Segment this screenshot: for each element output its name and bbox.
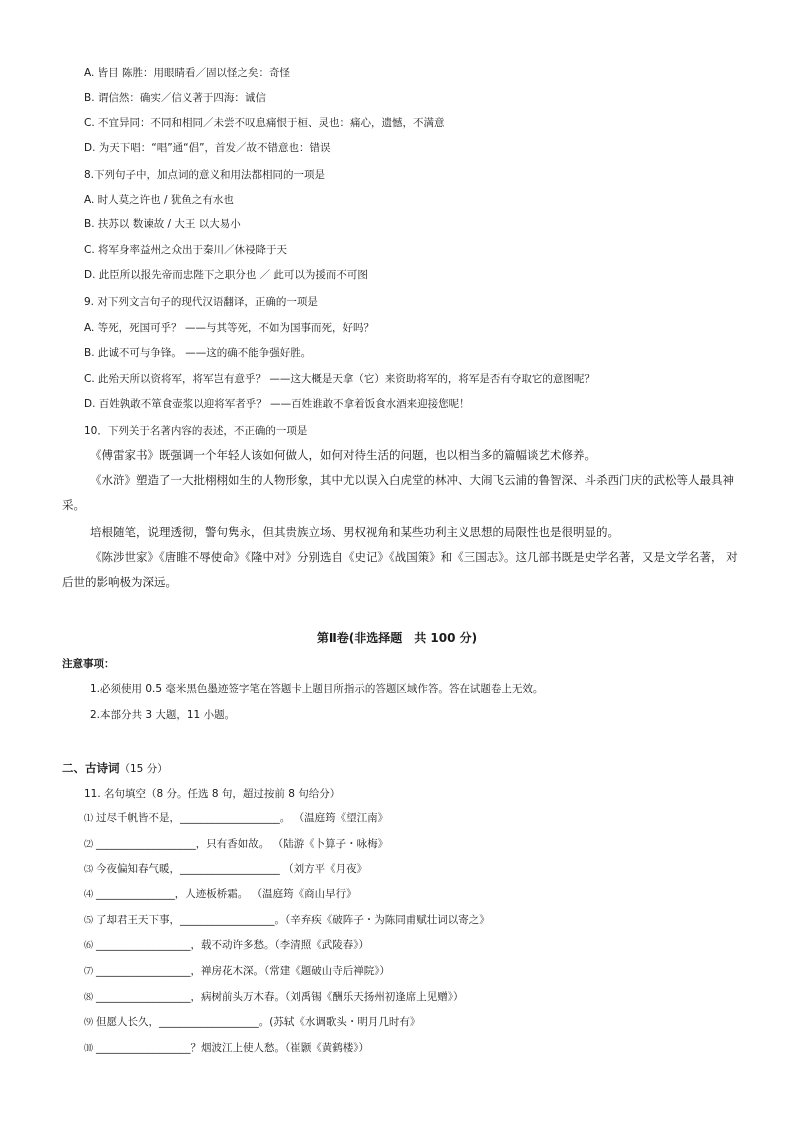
item-number: ⑷ [84, 890, 94, 900]
q10-paragraph-1: 《傅雷家书》既强调一个年轻人该如何做人，如何对待生活的问题，也以相当多的篇幅谈艺术修养。 [90, 448, 596, 462]
q7-option-a: A. 皆目 陈胜：用眼睛看／固以怪之矣：奇怪 [84, 67, 291, 79]
q9-option-c: C. 此殆天所以资将军，将军岂有意乎？ ——这大概是天拿（它）来资助将军的，将军是否有夺取它的意图呢？ [84, 373, 595, 385]
q11-item-7 [84, 963, 390, 980]
q7-option-d: D. 为天下唱：“唱”通“倡”，首发／故不错意也：错误 [84, 142, 331, 154]
item-text-after: ，载不动许多愁。（李清照《武陵春》） [190, 939, 370, 951]
item-text-before: 今夜偏知春气暖， [96, 863, 181, 875]
notice-2: 2.本部分共 3 大题，11 小题。 [90, 709, 236, 721]
item-text-after: ，只有香如故。 （陆游《卜算子・咏梅》 [195, 838, 389, 850]
item-number: ⑼ [84, 1018, 94, 1028]
answer-blank[interactable]: __________________ [96, 965, 191, 977]
q10-stem: 10．下列关于名著内容的表述，不正确的一项是 [84, 425, 308, 437]
item-number: ⑵ [84, 840, 94, 850]
q11-item-8 [84, 989, 464, 1006]
answer-blank[interactable]: __________________ [96, 991, 191, 1003]
q8-option-d: D. 此臣所以报先帝而忠陛下之职分也 ／ 此可以为援而不可图 [84, 269, 368, 281]
q11-item-10 [84, 1040, 369, 1057]
answer-blank[interactable]: ___________________ [96, 838, 196, 850]
q11-item-6 [84, 937, 369, 954]
item-text-after: 。(苏轼《水调歌头・明月几时有》 [258, 1016, 421, 1028]
item-number: ⑸ [84, 916, 94, 926]
section2-title: 二、古诗词 [62, 761, 120, 775]
answer-blank[interactable]: __________________ [96, 1042, 191, 1054]
q11-item-2 [84, 836, 388, 853]
q8-option-c: C. 将军身率益州之众出于秦川／休祲降于天 [84, 244, 288, 256]
item-text-before: 但愿人长久， [96, 1016, 160, 1028]
section2-heading [62, 760, 168, 777]
answer-blank[interactable]: __________________ [96, 939, 191, 951]
item-text-after: ，禅房花木深。（常建《题破山寺后禅院》） [190, 965, 391, 977]
q11-item-1 [84, 810, 388, 827]
q8-option-a: A. 时人莫之许也 / 犹鱼之有水也 [84, 194, 234, 206]
q11-item-9 [84, 1014, 420, 1031]
q11-stem: 11. 名句填空（8 分。任选 8 句，超过按前 8 句给分） [84, 788, 341, 800]
q7-option-c: C. 不宜异同：不同和相同／未尝不叹息痛恨于桓、灵也：痛心，遗憾，不满意 [84, 117, 445, 129]
answer-blank[interactable]: ___________________ [180, 812, 280, 824]
item-text-after: 。 （温庭筠《望江南》 [279, 812, 389, 824]
notice-1: 1.必须使用 0.5 毫米黑色墨迹签字笔在答题卡上题目所指示的答题区域作答。答在试题卷上无效。 [90, 683, 544, 695]
item-number: ⑽ [84, 1044, 94, 1054]
q7-option-b: B. 谓信然：确实／信义著于四海：诚信 [84, 92, 266, 104]
answer-blank[interactable]: ___________________ [180, 863, 280, 875]
q8-option-b: B. 扶苏以 数谏故 / 大王 以大易小 [84, 218, 241, 230]
answer-blank[interactable]: _______________ [96, 888, 175, 900]
q11-item-4 [84, 886, 357, 903]
q9-stem: 9. 对下列文言句子的现代汉语翻译，正确的一项是 [84, 296, 318, 308]
item-text-after: ，病树前头万木春。（刘禹锡《酬乐天扬州初逢席上见赠》） [190, 991, 464, 1003]
part2-title: 第Ⅱ卷(非选择题 共 100 分) [316, 631, 478, 645]
item-text-after: ，人迹板桥霜。 （温庭筠《商山早行》 [174, 888, 357, 900]
q9-option-d: D. 百姓孰敢不箪食壶浆以迎将军者乎？ ——百姓谁敢不拿着饭食水酒来迎接您呢！ [84, 398, 470, 410]
q8-stem: 8.下列句子中，加点词的意义和用法都相同的一项是 [84, 169, 326, 181]
notice-label: 注意事项： [62, 658, 115, 670]
q11-item-3 [84, 861, 367, 878]
item-number: ⑺ [84, 967, 94, 977]
q9-option-b: B. 此诚不可与争锋。 ——这的确不能争强好胜。 [84, 347, 312, 359]
q10-paragraph-2: 《水浒》塑造了一大批栩栩如生的人物形象，其中尤以误入白虎堂的林冲、大闹飞云浦的鲁智深、斗杀西门庆的武松等人最具神采。 [62, 473, 734, 512]
item-text-before: 了却君王天下事， [96, 914, 181, 926]
item-text-after: （刘方平《月夜》 [279, 863, 368, 875]
item-number: ⑴ [84, 814, 94, 824]
item-text-before: 过尽千帆皆不是， [96, 812, 181, 824]
answer-blank[interactable]: __________________ [180, 914, 275, 926]
q10-paragraph-3: 培根随笔，说理透彻，警句隽永，但其贵族立场、男权视角和某些功利主义思想的局限性也是很明显的。 [90, 525, 619, 539]
item-number: ⑻ [84, 993, 94, 1003]
q9-option-a: A. 等死，死国可乎？ ——与其等死，不如为国事而死，好吗？ [84, 322, 375, 334]
q11-item-5 [84, 912, 490, 929]
q10-paragraph-4: 《陈涉世家》《唐睢不辱使命》《隆中对》分别选自《史记》《战国策》和《三国志》。这几部书既是史学名著，又是文学名著， 对后世的影响极为深远。 [62, 550, 738, 589]
item-number: ⑶ [84, 865, 94, 875]
item-text-after: 。（辛弃疾《破阵子・为陈同甫赋壮词以寄之》 [274, 914, 490, 926]
item-text-after: ？烟波江上使人愁。（崔颢《黄鹤楼》） [190, 1042, 370, 1054]
section2-score: （15 分） [119, 763, 168, 775]
item-number: ⑹ [84, 941, 94, 951]
answer-blank[interactable]: ___________________ [159, 1016, 259, 1028]
